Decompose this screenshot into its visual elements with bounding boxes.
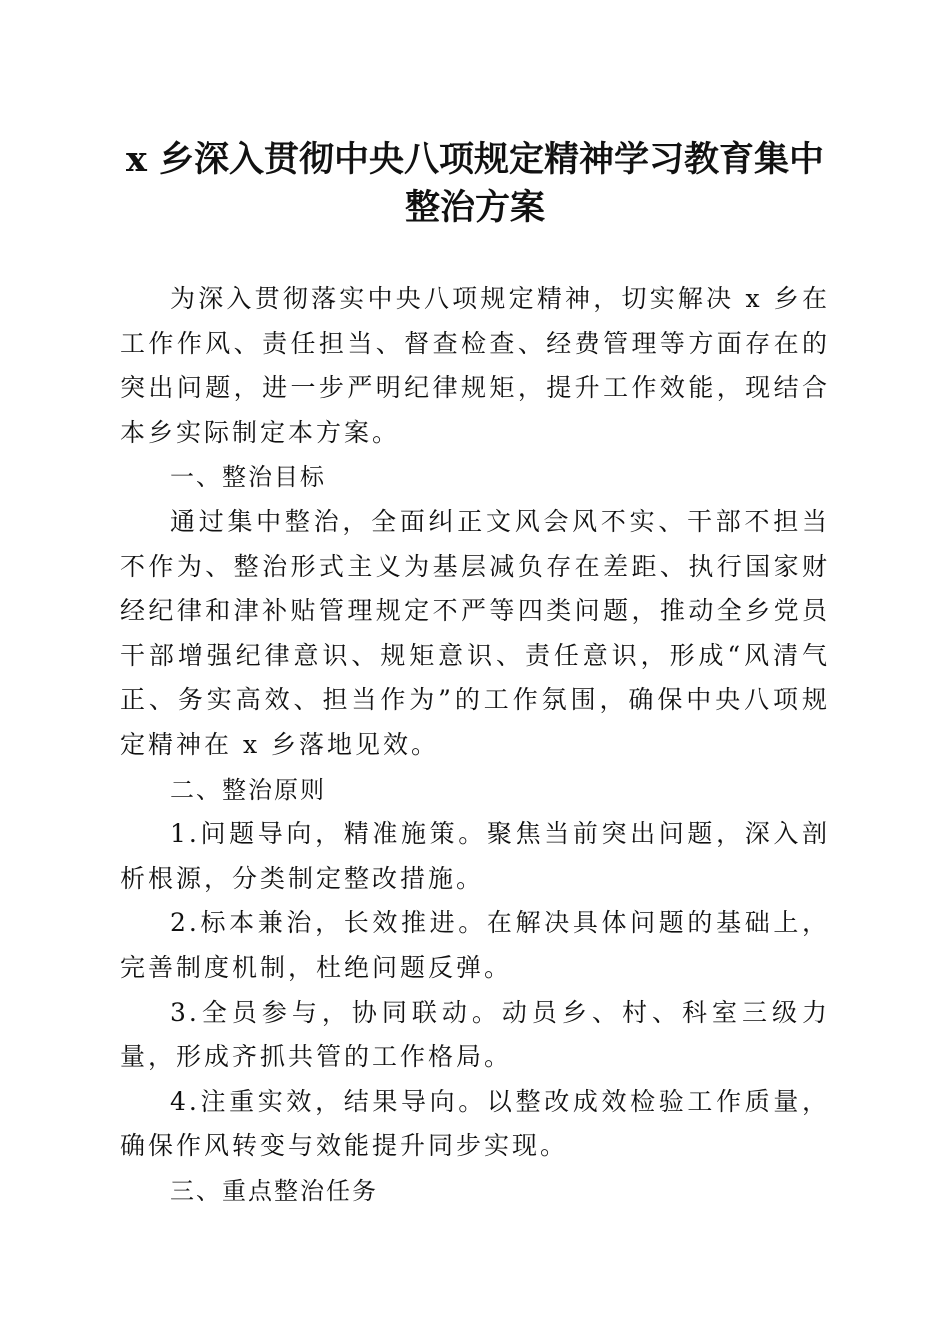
principle-item: 2.标本兼治，长效推进。在解决具体问题的基础上，完善制度机制，杜绝问题反弹。 — [120, 908, 830, 982]
principle-item: 3.全员参与，协同联动。动员乡、村、科室三级力量，形成齐抓共管的工作格局。 — [120, 997, 830, 1072]
title-line-1: x 乡深入贯彻中央八项规定精神学习教育集中 — [125, 139, 825, 180]
goals-paragraph: 通过集中整治，全面纠正文风会风不实、干部不担当不作为、整治形式主义为基层减负存在差距、执行国家财经纪律和津补贴管理规定不严等四类问题，推动全乡党员干部增强纪律意识、规矩意识、责任意识，形成“风清气正、务实高效、担当作为”的工作氛围，确保中央八项规定精神在 x 乡落地见效。 — [120, 506, 830, 759]
section-heading-goals: 一、整治目标 — [170, 463, 326, 492]
document-title — [100, 136, 850, 232]
section-heading-tasks: 三、重点整治任务 — [170, 1176, 378, 1205]
principle-item: 1.问题导向，精准施策。聚焦当前突出问题，深入剖析根源，分类制定整改措施。 — [120, 819, 830, 893]
document-body — [120, 277, 830, 1213]
title-line-2: 整治方案 — [404, 187, 545, 228]
principle-item: 4.注重实效，结果导向。以整改成效检验工作质量，确保作风转变与效能提升同步实现。 — [120, 1086, 830, 1161]
section-heading-principles: 二、整治原则 — [170, 775, 326, 804]
intro-paragraph: 为深入贯彻落实中央八项规定精神，切实解决 x 乡在工作作风、责任担当、督查检查、经费管理等方面存在的突出问题，进一步严明纪律规矩，提升工作效能，现结合本乡实际制定本方案。 — [120, 284, 830, 447]
